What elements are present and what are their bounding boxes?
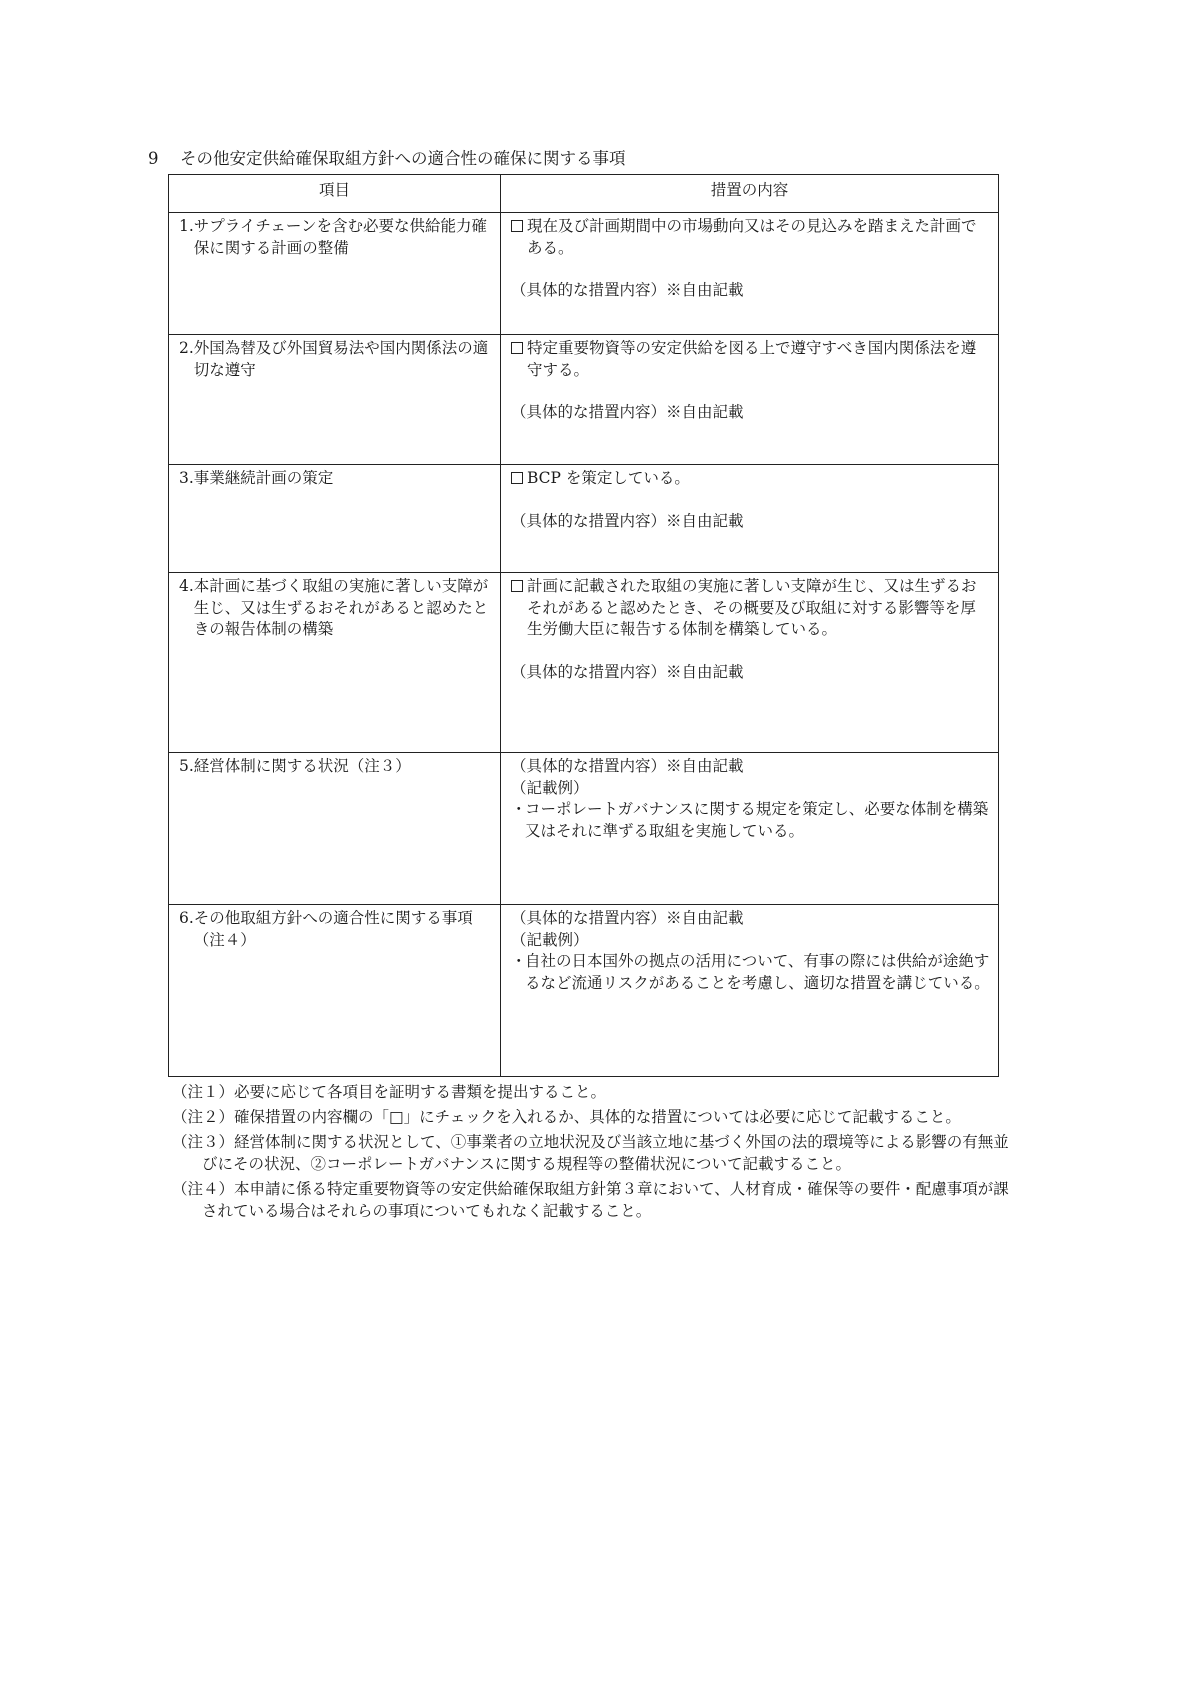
checkbox[interactable] [511,472,523,484]
specific-measures: （具体的な措置内容）※自由記載 [511,757,744,775]
item-label: サプライチェーンを含む必要な供給能力確保に関する計画の整備 [193,217,488,257]
measures-table [168,174,999,1077]
bullet: ・ [511,952,527,970]
note-label: （注４） [172,1180,235,1198]
note-text: 本申請に係る特定重要物資等の安定供給確保取組方針第３章において、人材育成・確保等の要件・配慮事項が課されている場合はそれらの事項についてもれなく記載すること。 [202,1180,1009,1220]
bullet: ・ [511,800,527,818]
note-label: （注２） [172,1108,235,1126]
measures-cell [501,573,999,753]
measures-cell [501,465,999,573]
header-item: 項目 [169,175,501,213]
note-label: （注３） [172,1133,235,1151]
specific-measures: （具体的な措置内容）※自由記載 [511,511,744,530]
example-text: 自社の日本国外の拠点の活用について、有事の際には供給が途絶するなど流通リスクがあることを考慮し、適切な措置を講じている。 [525,952,990,992]
note-4 [172,1178,1022,1222]
measures-cell [501,905,999,1077]
note-text: 確保措置の内容欄の「□」にチェックを入れるか、具体的な措置については必要に応じて記載すること。 [234,1108,961,1126]
note-2 [172,1106,1022,1128]
table-row [169,335,999,465]
note-1 [172,1081,1022,1103]
item-label: 本計画に基づく取組の実施に著しい支障が生じ、又は生ずるおそれがあると認めたときの報告体制の構築 [193,577,489,638]
note-text: 経営体制に関する状況として、①事業者の立地状況及び当該立地に基づく外国の法的環境等による影響の有無並びにその状況、②コーポレートガバナンスに関する規程等の整備状況について記載すること。 [202,1133,1009,1173]
specific-measures: （具体的な措置内容）※自由記載 [511,281,744,299]
checkbox[interactable] [511,342,523,354]
table-row [169,213,999,335]
measures-cell [501,753,999,905]
table-row [169,573,999,753]
item-index: 1. [179,217,194,235]
specific-measures: （具体的な措置内容）※自由記載 [511,403,744,421]
item-label: 事業継続計画の策定 [193,469,334,487]
example-text: コーポレートガバナンスに関する規定を策定し、必要な体制を構築又はそれに準ずる取組を実施している。 [525,800,989,840]
checkbox[interactable] [511,220,523,232]
table-row [169,465,999,573]
item-label: その他取組方針への適合性に関する事項（注４） [193,909,473,949]
item-index: 2. [179,339,194,357]
item-index: 3. [179,469,194,487]
specific-measures: （具体的な措置内容）※自由記載 [511,662,744,681]
item-cell [169,213,501,335]
section-title-text: その他安定供給確保取組方針への適合性の確保に関する事項 [180,149,626,168]
checkbox[interactable] [511,580,523,592]
note-label: （注１） [172,1083,235,1101]
item-cell [169,905,501,1077]
table-header-row [169,175,999,213]
check-text: 計画に記載された取組の実施に著しい支障が生じ、又は生ずるおそれがあると認めたとき、その概要及び取組に対する影響等を厚生労働大臣に報告する体制を構築している。 [527,577,977,638]
item-index: 4. [179,577,194,595]
measures-cell [501,335,999,465]
example-label: （記載例） [511,930,589,949]
item-cell [169,465,501,573]
measures-cell [501,213,999,335]
table-row [169,905,999,1077]
item-cell [169,573,501,753]
item-index: 6. [179,909,194,927]
example-label: （記載例） [511,778,589,797]
specific-measures: （具体的な措置内容）※自由記載 [511,909,744,927]
check-text: BCP を策定している。 [527,469,690,487]
note-3 [172,1131,1022,1175]
section-number: 9 [148,149,159,168]
check-text: 現在及び計画期間中の市場動向又はその見込みを踏まえた計画である。 [527,217,977,257]
item-index: 5. [179,757,194,775]
item-label: 外国為替及び外国貿易法や国内関係法の適切な遵守 [193,339,489,379]
item-cell [169,753,501,905]
note-text: 必要に応じて各項目を証明する書類を提出すること。 [234,1083,607,1101]
section-title [148,148,1020,170]
item-cell [169,335,501,465]
check-text: 特定重要物資等の安定供給を図る上で遵守すべき国内関係法を遵守する。 [527,339,977,379]
item-label: 経営体制に関する状況（注３） [193,757,411,775]
document-page [148,148,1020,1225]
table-row [169,753,999,905]
notes [172,1081,1022,1222]
header-measures: 措置の内容 [501,175,999,213]
